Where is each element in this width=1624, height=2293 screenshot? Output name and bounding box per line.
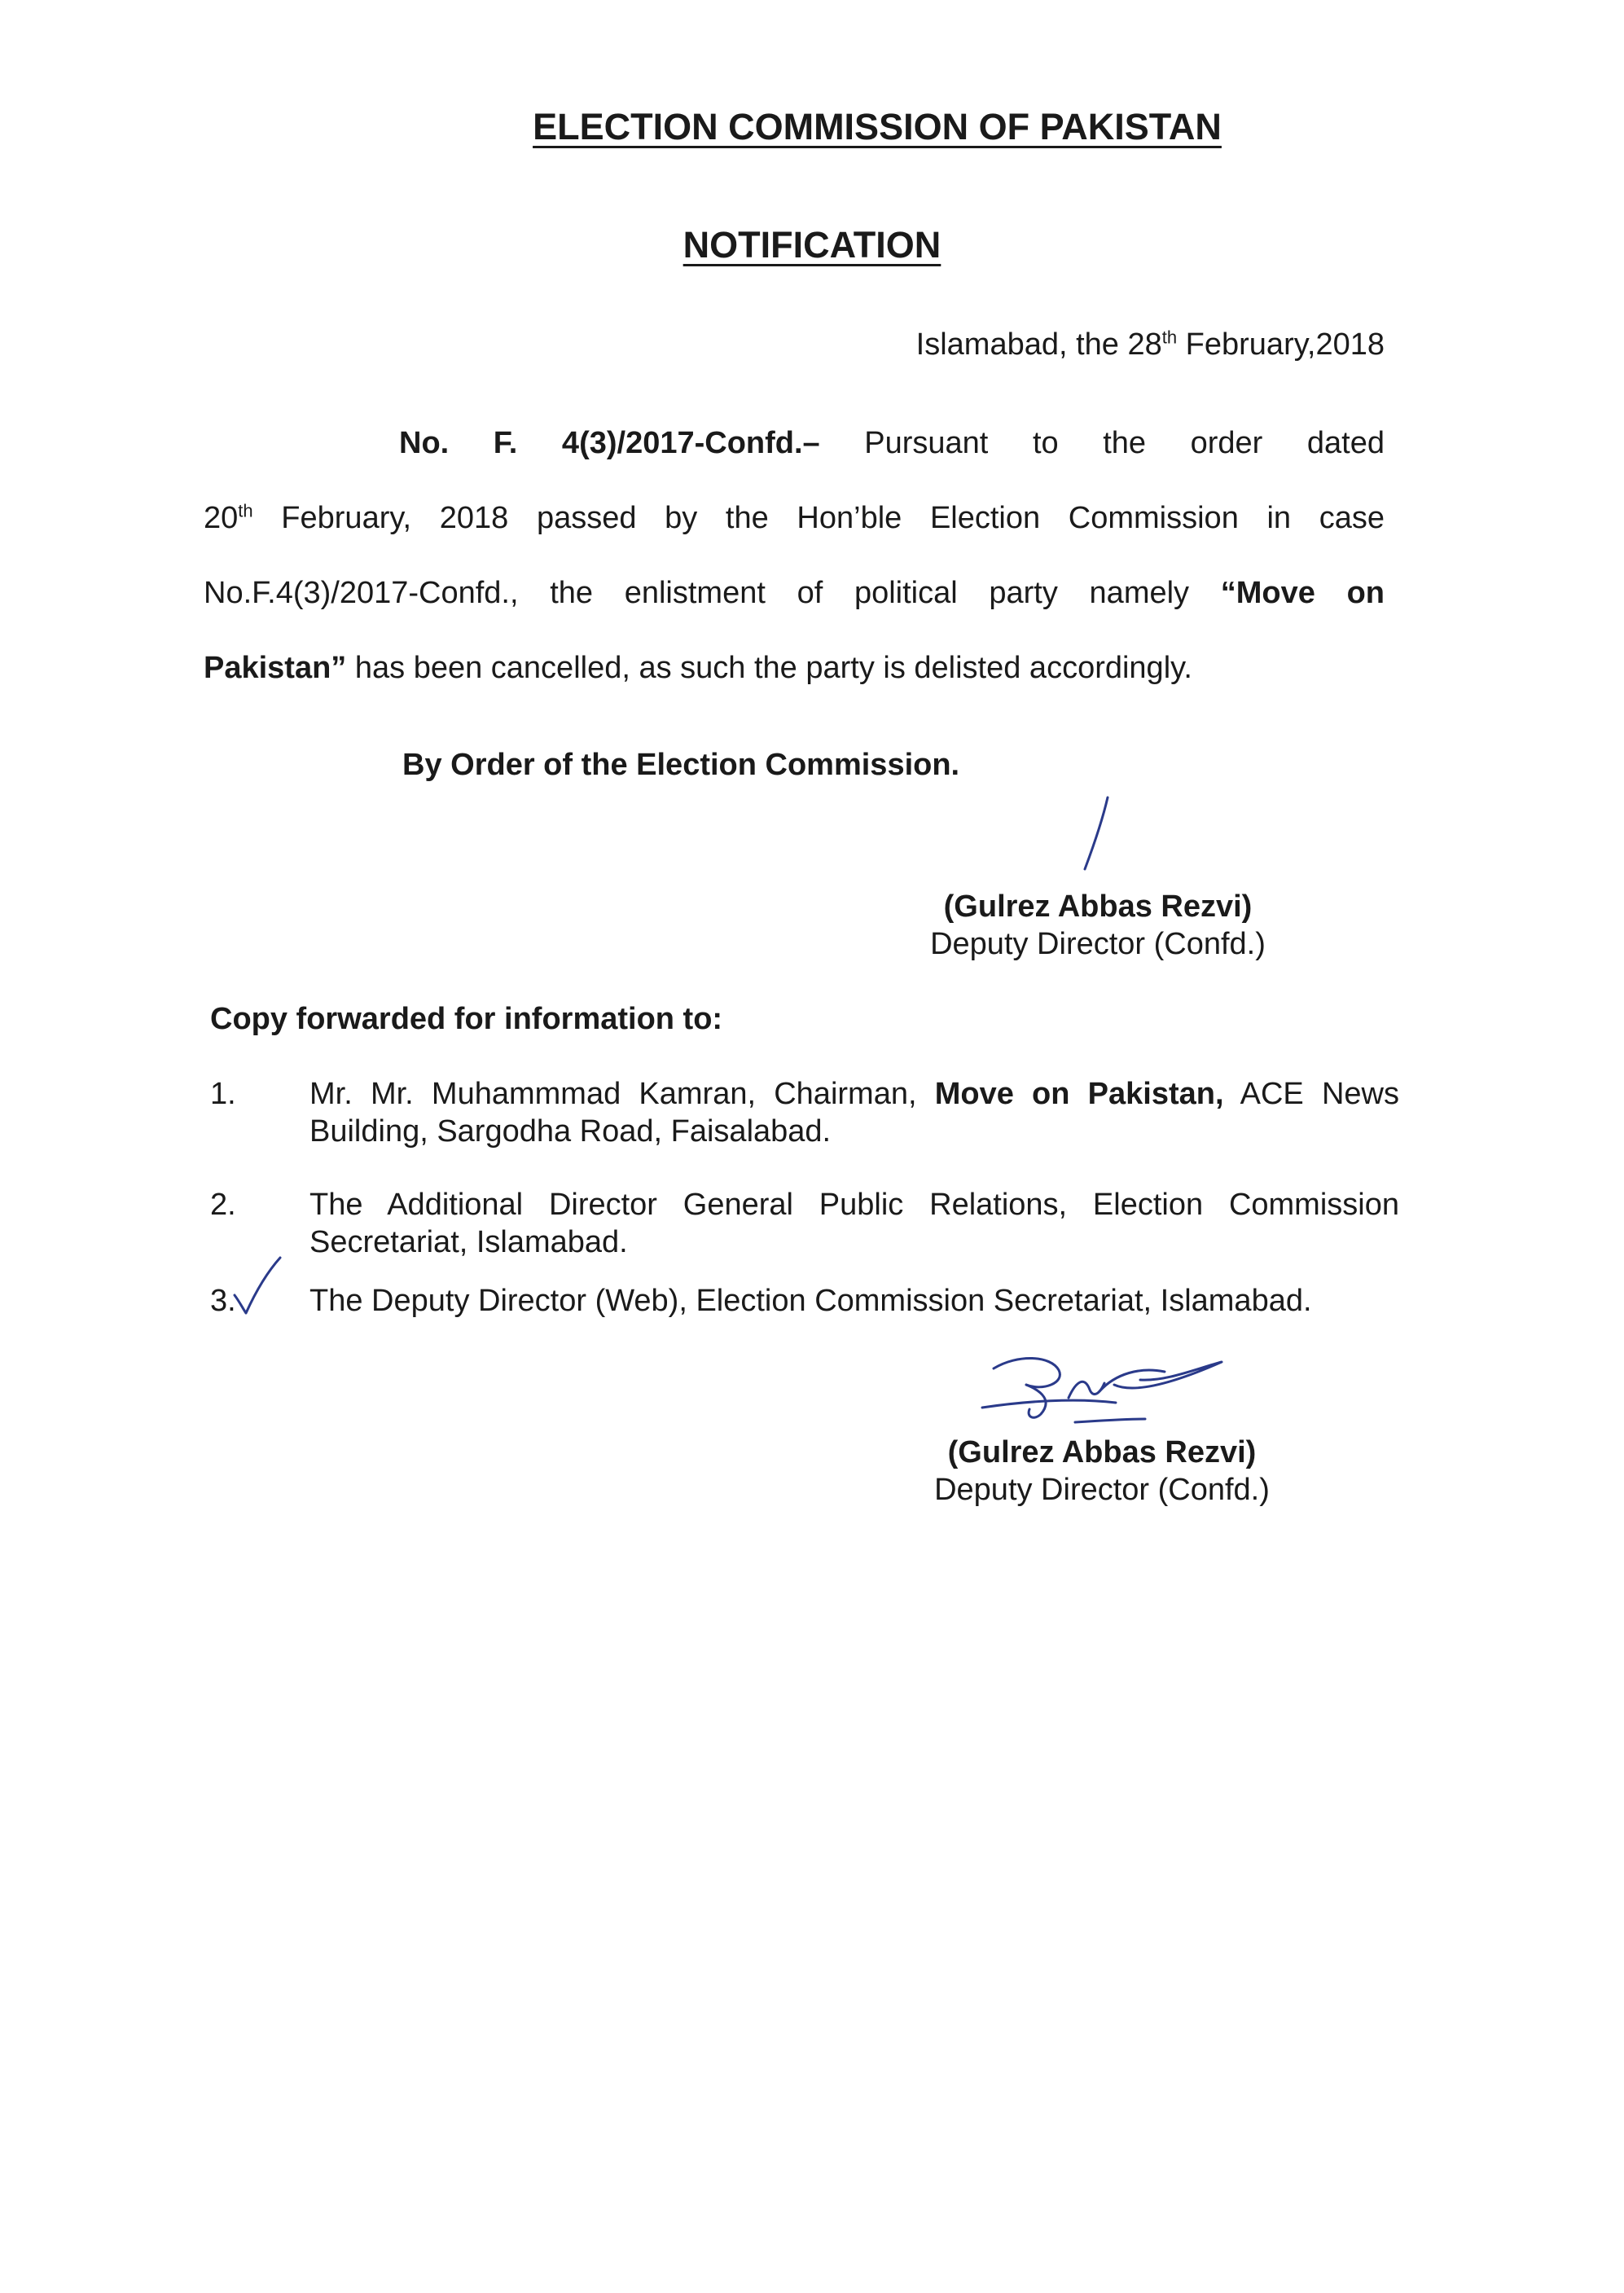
date-rest: February,2018 — [1177, 327, 1385, 362]
date-ordinal-suffix: th — [1161, 327, 1178, 348]
signatory-2-title: Deputy Director (Confd.) — [934, 1473, 1270, 1507]
recipient-number: 3. — [210, 1284, 236, 1318]
recipient-number: 2. — [210, 1188, 236, 1222]
tick-mark-icon — [228, 1254, 285, 1320]
order-line: By Order of the Election Commission. — [402, 748, 960, 782]
body-line-3 — [204, 556, 1385, 630]
notification-body — [204, 406, 1385, 705]
recipient-number: 1. — [210, 1077, 236, 1111]
order-day: 20 — [204, 501, 239, 535]
date-prefix: Islamabad, the 28 — [915, 327, 1162, 362]
organization-heading: ELECTION COMMISSION OF PAKISTAN — [533, 106, 1222, 147]
recipient-text: The Additional Director General Public Relations, Election Commission Secretariat, Islamabad. — [309, 1188, 1399, 1259]
copy-forwarded-heading: Copy forwarded for information to: — [210, 1002, 723, 1036]
handwritten-signature — [977, 1344, 1238, 1434]
signature-block-2 — [911, 1434, 1293, 1509]
file-number: No. F. 4(3)/2017-Confd.– — [399, 426, 820, 460]
signatory-2-name: (Gulrez Abbas Rezvi) — [947, 1435, 1257, 1469]
body-line-2-text: February, 2018 passed by the Hon’ble Election Commission in case — [252, 501, 1385, 535]
recipient-text-after: ACE News Building, Sargodha Road, Faisalabad. — [309, 1077, 1399, 1149]
recipient-text-before: Mr. Mr. Muhammmad Kamran, Chairman, — [309, 1077, 935, 1111]
body-line-1-text: Pursuant to the order dated — [819, 426, 1385, 460]
signature-block-1 — [911, 888, 1285, 963]
recipient-text — [309, 1075, 1399, 1150]
body-line-4-text: has been cancelled, as such the party is delisted accordingly. — [346, 651, 1192, 685]
recipient-party-name: Move on Pakistan, — [934, 1077, 1224, 1111]
recipient-text: The Deputy Director (Web), Election Commission Secretariat, Islamabad. — [309, 1284, 1312, 1318]
body-line-2 — [204, 481, 1385, 556]
body-line-1 — [204, 406, 1385, 481]
party-name-part-1: “Move on — [1220, 576, 1385, 610]
initial-stroke-signature — [1067, 794, 1132, 876]
notification-heading: NOTIFICATION — [683, 224, 941, 266]
party-name-part-2: Pakistan” — [204, 651, 347, 685]
body-line-3-text: No.F.4(3)/2017-Confd., the enlistment of political party namely — [204, 576, 1221, 610]
date-line — [916, 327, 1385, 362]
signatory-1-name: (Gulrez Abbas Rezvi) — [943, 890, 1253, 924]
body-line-4 — [204, 630, 1385, 705]
signatory-1-title: Deputy Director (Confd.) — [930, 927, 1266, 961]
order-day-suffix: th — [238, 500, 253, 521]
